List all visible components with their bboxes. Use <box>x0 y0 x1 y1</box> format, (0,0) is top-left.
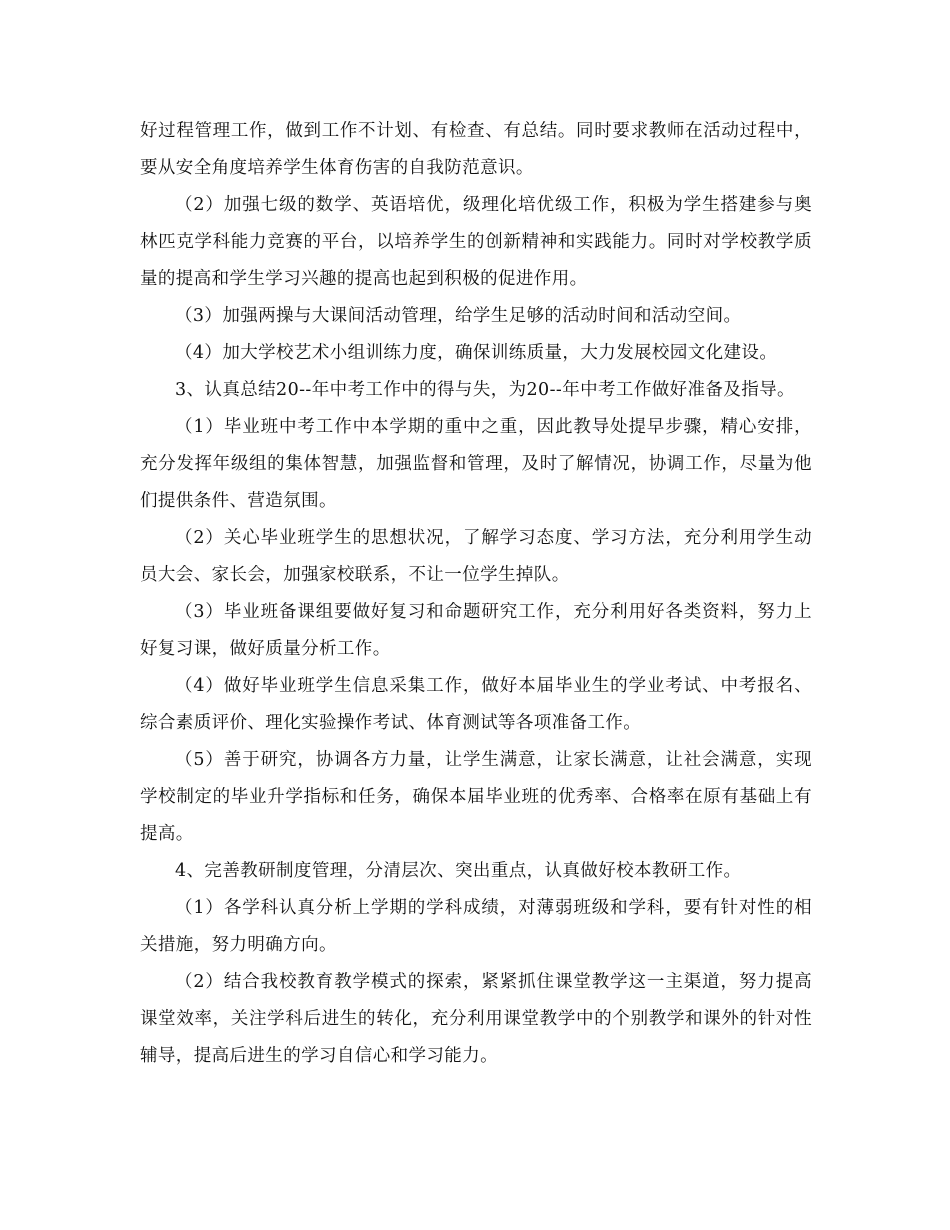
paragraph-7: （3）毕业班备课组要做好复习和命题研究工作，充分利用好各类资料，努力上好复习课，做好质量分析工作。 <box>140 602 812 659</box>
paragraph-11: （1）各学科认真分析上学期的学科成绩，对薄弱班级和学科，要有针对性的相关措施，努力明确方向。 <box>140 898 812 955</box>
paragraph-12: （2）结合我校教育教学模式的探索，紧紧抓住课堂教学这一主渠道，努力提高课堂效率，关注学科后进生的转化，充分利用课堂教学中的个别教学和课外的针对性辅导，提高后进生的学习自信心和学习能力。 <box>140 972 812 1066</box>
paragraph-0: 好过程管理工作，做到工作不计划、有检查、有总结。同时要求教师在活动过程中，要从安全角度培养学生体育伤害的自我防范意识。 <box>140 121 812 178</box>
paragraph-5: （1）毕业班中考工作中本学期的重中之重，因此教导处提早步骤，精心安排，充分发挥年级组的集体智慧，加强监督和管理，及时了解情况，协调工作，尽量为他们提供条件、营造氛围。 <box>140 417 812 511</box>
paragraph-4: 3、认真总结20--年中考工作中的得与失，为20--年中考工作做好准备及指导。 <box>175 380 795 400</box>
paragraph-10: 4、完善教研制度管理，分清层次、突出重点，认真做好校本教研工作。 <box>175 861 742 881</box>
paragraph-6: （2）关心毕业班学生的思想状况，了解学习态度、学习方法，充分利用学生动员大会、家长会，加强家校联系，不让一位学生掉队。 <box>140 528 812 585</box>
paragraph-1: （2）加强七级的数学、英语培优，级理化培优级工作，积极为学生搭建参与奥林匹克学科能力竞赛的平台，以培养学生的创新精神和实践能力。同时对学校教学质量的提高和学生学习兴趣的提高也起到积极的促进作用。 <box>140 195 812 289</box>
paragraph-8: （4）做好毕业班学生信息采集工作，做好本届毕业生的学业考试、中考报名、综合素质评价、理化实验操作考试、体育测试等各项准备工作。 <box>140 676 812 733</box>
paragraph-2: （3）加强两操与大课间活动管理，给学生足够的活动时间和活动空间。 <box>175 306 742 326</box>
document-body <box>140 113 812 1075</box>
paragraph-9: （5）善于研究，协调各方力量，让学生满意，让家长满意，让社会满意，实现学校制定的毕业升学指标和任务，确保本届毕业班的优秀率、合格率在原有基础上有提高。 <box>140 750 812 844</box>
paragraph-3: （4）加大学校艺术小组训练力度，确保训练质量，大力发展校园文化建设。 <box>175 343 778 363</box>
